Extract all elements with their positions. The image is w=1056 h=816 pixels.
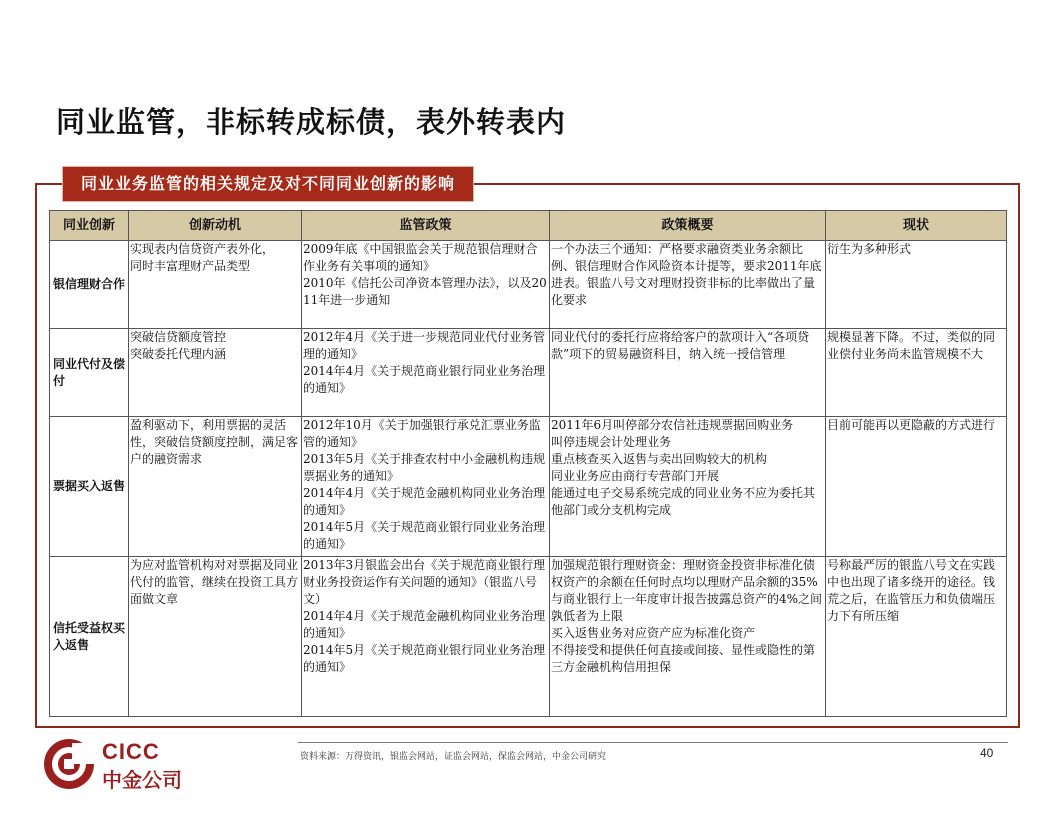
row-motive: 突破信贷额度管控 突破委托代理内涵: [129, 329, 302, 417]
row-category: 同业代付及偿付: [50, 329, 129, 417]
row-category: 银信理财合作: [50, 241, 129, 329]
row-status: 衍生为多种形式: [826, 241, 1007, 329]
row-policy: 2009年底《中国银监会关于规范银信理财合作业务有关事项的通知》 2010年《信托公司净资本管理办法》，以及2011年进一步通知: [302, 241, 550, 329]
row-category: 信托受益权买入返售: [50, 557, 129, 717]
row-motive: 盈利驱动下，利用票据的灵活性，突破信贷额度控制，满足客户的融资需求: [129, 417, 302, 557]
row-category: 票据买入返售: [50, 417, 129, 557]
header-innovation: 同业创新: [50, 211, 129, 241]
source-note: 资料来源：万得资讯，银监会网站，证监会网站，保监会网站，中金公司研究: [300, 752, 607, 762]
logo-text-en: CICC: [102, 739, 160, 764]
row-status: 规模显著下降。不过，类似的同业偿付业务尚未监管规模不大: [826, 329, 1007, 417]
logo-text-cn: 中金公司: [102, 770, 182, 792]
row-summary: 加强规范银行理财资金：理财资金投资非标准化债权资产的余额在任何时点均以理财产品余额的35%与商业银行上一年度审计报告披露总资产的4%之间孰低者为上限 买入返售业务对应资产应为标准化资产 不得接受和提供任何直接或间接、显性或隐性的第三方金融机构信用担保: [550, 557, 826, 717]
row-status: 目前可能再以更隐蔽的方式进行: [826, 417, 1007, 557]
cicc-logo: [42, 737, 202, 791]
page-title: 同业监管，非标转成标债，表外转表内: [56, 105, 567, 139]
page-number: 40: [980, 746, 994, 760]
row-summary: 2011年6月叫停部分农信社违规票据回购业务 叫停违规会计处理业务 重点核查买入返售与卖出回购较大的机构 同业业务应由商行专营部门开展 能通过电子交易系统完成的同业业务不应为委托其他部门或分支机构完成: [550, 417, 826, 557]
row-motive: 实现表内信贷资产表外化， 同时丰富理财产品类型: [129, 241, 302, 329]
row-summary: 一个办法三个通知：严格要求融资类业务余额比例、银信理财合作风险资本计提等，要求2011年底进表。银监八号文对理财投资非标的比率做出了量化要求: [550, 241, 826, 329]
table-row: [50, 241, 1007, 329]
table-row: [50, 417, 1007, 557]
row-policy: 2013年3月银监会出台《关于规范商业银行理财业务投资运作有关问题的通知》（银监八号文） 2014年4月《关于规范金融机构同业业务治理的通知》 2014年5月《关于规范商业银行同业业务治理的通知》: [302, 557, 550, 717]
table-header-row: [50, 211, 1007, 241]
row-summary: 同业代付的委托行应将给客户的款项计入“各项贷款”项下的贸易融资科目，纳入统一授信管理: [550, 329, 826, 417]
row-policy: 2012年4月《关于进一步规范同业代付业务管理的通知》 2014年4月《关于规范商业银行同业业务治理的通知》: [302, 329, 550, 417]
row-motive: 为应对监管机构对对票据及同业代付的监管，继续在投资工具方面做文章: [129, 557, 302, 717]
footer-divider: [298, 742, 1008, 743]
header-motive: 创新动机: [129, 211, 302, 241]
regulation-table: [49, 210, 1007, 717]
section-banner: 同业业务监管的相关规定及对不同同业创新的影响: [62, 166, 474, 202]
header-summary: 政策概要: [550, 211, 826, 241]
row-policy: 2012年10月《关于加强银行承兑汇票业务监管的通知》 2013年5月《关于排查农村中小金融机构违规票据业务的通知》 2014年4月《关于规范金融机构同业业务治理的通知》 2014年5月《关于规范商业银行同业业务治理的通知》: [302, 417, 550, 557]
cicc-logo-mark-icon: [42, 737, 96, 791]
header-policy: 监管政策: [302, 211, 550, 241]
row-status: 号称最严厉的银监八号文在实践中也出现了诸多绕开的途径。钱荒之后，在监管压力和负债端压力下有所压缩: [826, 557, 1007, 717]
header-status: 现状: [826, 211, 1007, 241]
table-row: [50, 557, 1007, 717]
table-row: [50, 329, 1007, 417]
